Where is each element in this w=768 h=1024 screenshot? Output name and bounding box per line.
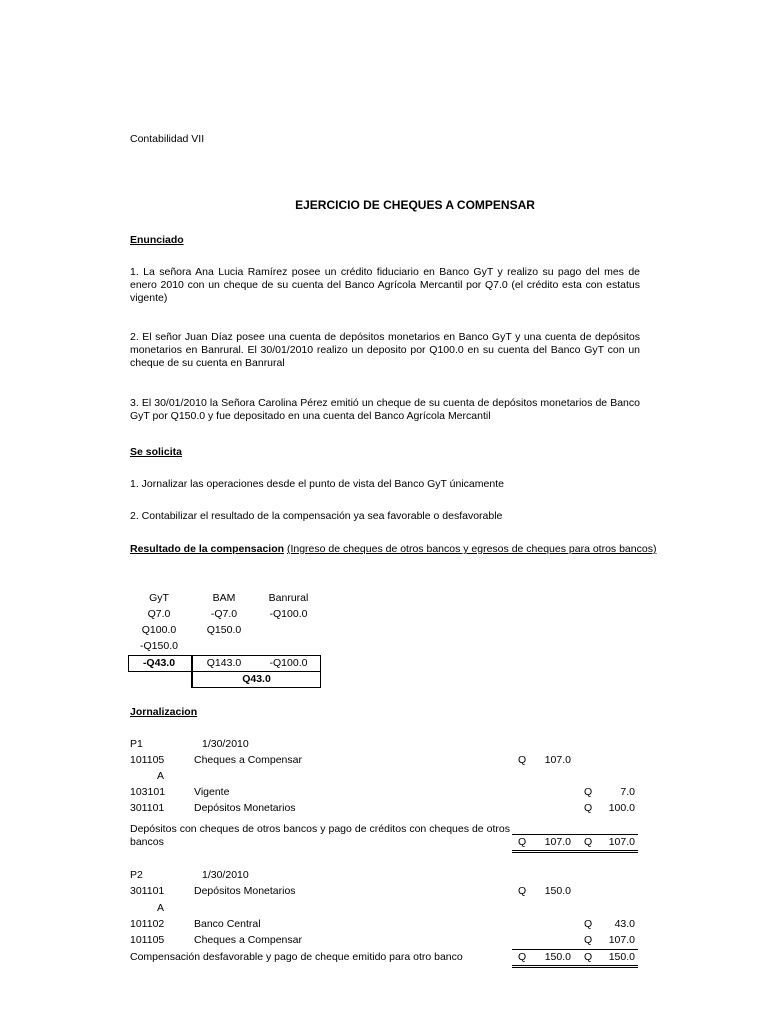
total-gyt: -Q43.0 <box>142 657 176 669</box>
total-rule-top <box>512 949 638 950</box>
enunciado-heading: Enunciado <box>130 234 184 246</box>
total-debit-currency: Q <box>518 836 527 848</box>
total-debit: 107.0 <box>544 836 571 848</box>
solicita-item-1: 1. Jornalizar las operaciones desde el punto de vista del Banco GyT únicamente <box>130 478 504 490</box>
resultado-subheading: (Ingreso de cheques de otros bancos y egresos de cheques para otros bancos) <box>286 543 657 555</box>
col-header-bam: BAM <box>212 592 236 604</box>
jornalizacion-heading: Jornalizacion <box>130 706 198 718</box>
enunciado-item-1: 1. La señora Ana Lucia Ramírez posee un crédito fiduciario en Banco GyT y realizo su pago del mes de enero 2010 con un cheque de su cuenta del Banco Agrícola Mercantil por Q7.0 (el crédito esta con estatus vigente) <box>130 266 640 304</box>
line-account: Depósitos Monetarios <box>194 802 296 814</box>
total-rule-bottom-1 <box>512 965 638 966</box>
credit-amount: 107.0 <box>608 934 635 946</box>
total-debit: 150.0 <box>544 951 571 963</box>
total-credit-currency: Q <box>584 836 593 848</box>
col-header-gyt: GyT <box>149 592 169 604</box>
line-code: 101105 <box>130 934 165 946</box>
total-credit: 107.0 <box>608 836 635 848</box>
a-separator: A <box>157 902 165 914</box>
entry-description: Compensación desfavorable y pago de cheque emitido para otro banco <box>130 951 463 963</box>
debit-currency: Q <box>518 754 527 766</box>
solicita-heading: Se solicita <box>130 446 182 458</box>
credit-currency: Q <box>584 918 593 930</box>
cell-gyt-1: Q7.0 <box>147 608 171 620</box>
line-account: Cheques a Compensar <box>194 934 302 946</box>
total-banrural: -Q100.0 <box>269 657 308 669</box>
entry-id: P1 <box>130 738 143 750</box>
line-code: 101105 <box>130 754 165 766</box>
total-credit: 150.0 <box>608 951 635 963</box>
col-header-banrural: Banrural <box>268 592 309 604</box>
total-rule-bottom-2 <box>512 852 638 853</box>
credit-currency: Q <box>584 934 593 946</box>
a-separator: A <box>157 770 165 782</box>
line-code: 301101 <box>130 885 165 897</box>
line-code: 301101 <box>130 802 165 814</box>
total-rule-top <box>512 834 638 835</box>
debit-amount: 150.0 <box>544 885 571 897</box>
cell-bam-1: -Q7.0 <box>210 608 238 620</box>
credit-amount: 43.0 <box>614 918 635 930</box>
cell-gyt-2: Q100.0 <box>141 624 177 636</box>
total-credit-currency: Q <box>584 951 593 963</box>
entry-description: Depósitos con cheques de otros bancos y pago de créditos con cheques de otros bancos <box>130 823 510 848</box>
line-account: Vigente <box>194 786 230 798</box>
debit-currency: Q <box>518 885 527 897</box>
total-debit-currency: Q <box>518 951 527 963</box>
line-account: Depósitos Monetarios <box>194 885 296 897</box>
cell-gyt-3: -Q150.0 <box>140 640 178 652</box>
line-code: 101102 <box>130 918 165 930</box>
credit-amount: 100.0 <box>608 802 635 814</box>
credit-currency: Q <box>584 802 593 814</box>
credit-currency: Q <box>584 786 593 798</box>
entry-date: 1/30/2010 <box>202 869 249 881</box>
total-rule-bottom-1 <box>512 850 638 851</box>
enunciado-item-3: 3. El 30/01/2010 la Señora Carolina Pérez emitió un cheque de su cuenta de depósitos monetarios de Banco GyT por Q150.0 y fue depositado en una cuenta del Banco Agrícola Mercantil <box>130 397 640 422</box>
line-account: Banco Central <box>194 918 261 930</box>
cell-banrural-1: -Q100.0 <box>269 608 308 620</box>
total-bam: Q143.0 <box>206 657 242 669</box>
total-rule-bottom-2 <box>512 967 638 968</box>
enunciado-item-2: 2. El señor Juan Díaz posee una cuenta de depósitos monetarios en Banco GyT y una cuenta de depósitos monetarios en Banrural. El 30/01/2010 realizo un deposito por Q100.0 en su cuenta del Banco GyT con un cheque de su cuenta en Banrural <box>130 331 640 369</box>
resultado-heading-line <box>130 543 656 555</box>
entry-date: 1/30/2010 <box>202 738 249 750</box>
cell-bam-2: Q150.0 <box>206 624 242 636</box>
course-header: Contabilidad VII <box>130 133 205 145</box>
entry-id: P2 <box>130 869 143 881</box>
solicita-item-2: 2. Contabilizar el resultado de la compensación ya sea favorable o desfavorable <box>130 510 503 522</box>
line-code: 103101 <box>130 786 166 798</box>
debit-amount: 107.0 <box>544 754 571 766</box>
credit-amount: 7.0 <box>620 786 635 798</box>
net-total: Q43.0 <box>242 673 271 685</box>
line-account: Cheques a Compensar <box>194 754 302 766</box>
page-title: EJERCICIO DE CHEQUES A COMPENSAR <box>295 198 535 212</box>
resultado-heading: Resultado de la compensacion <box>130 543 285 555</box>
